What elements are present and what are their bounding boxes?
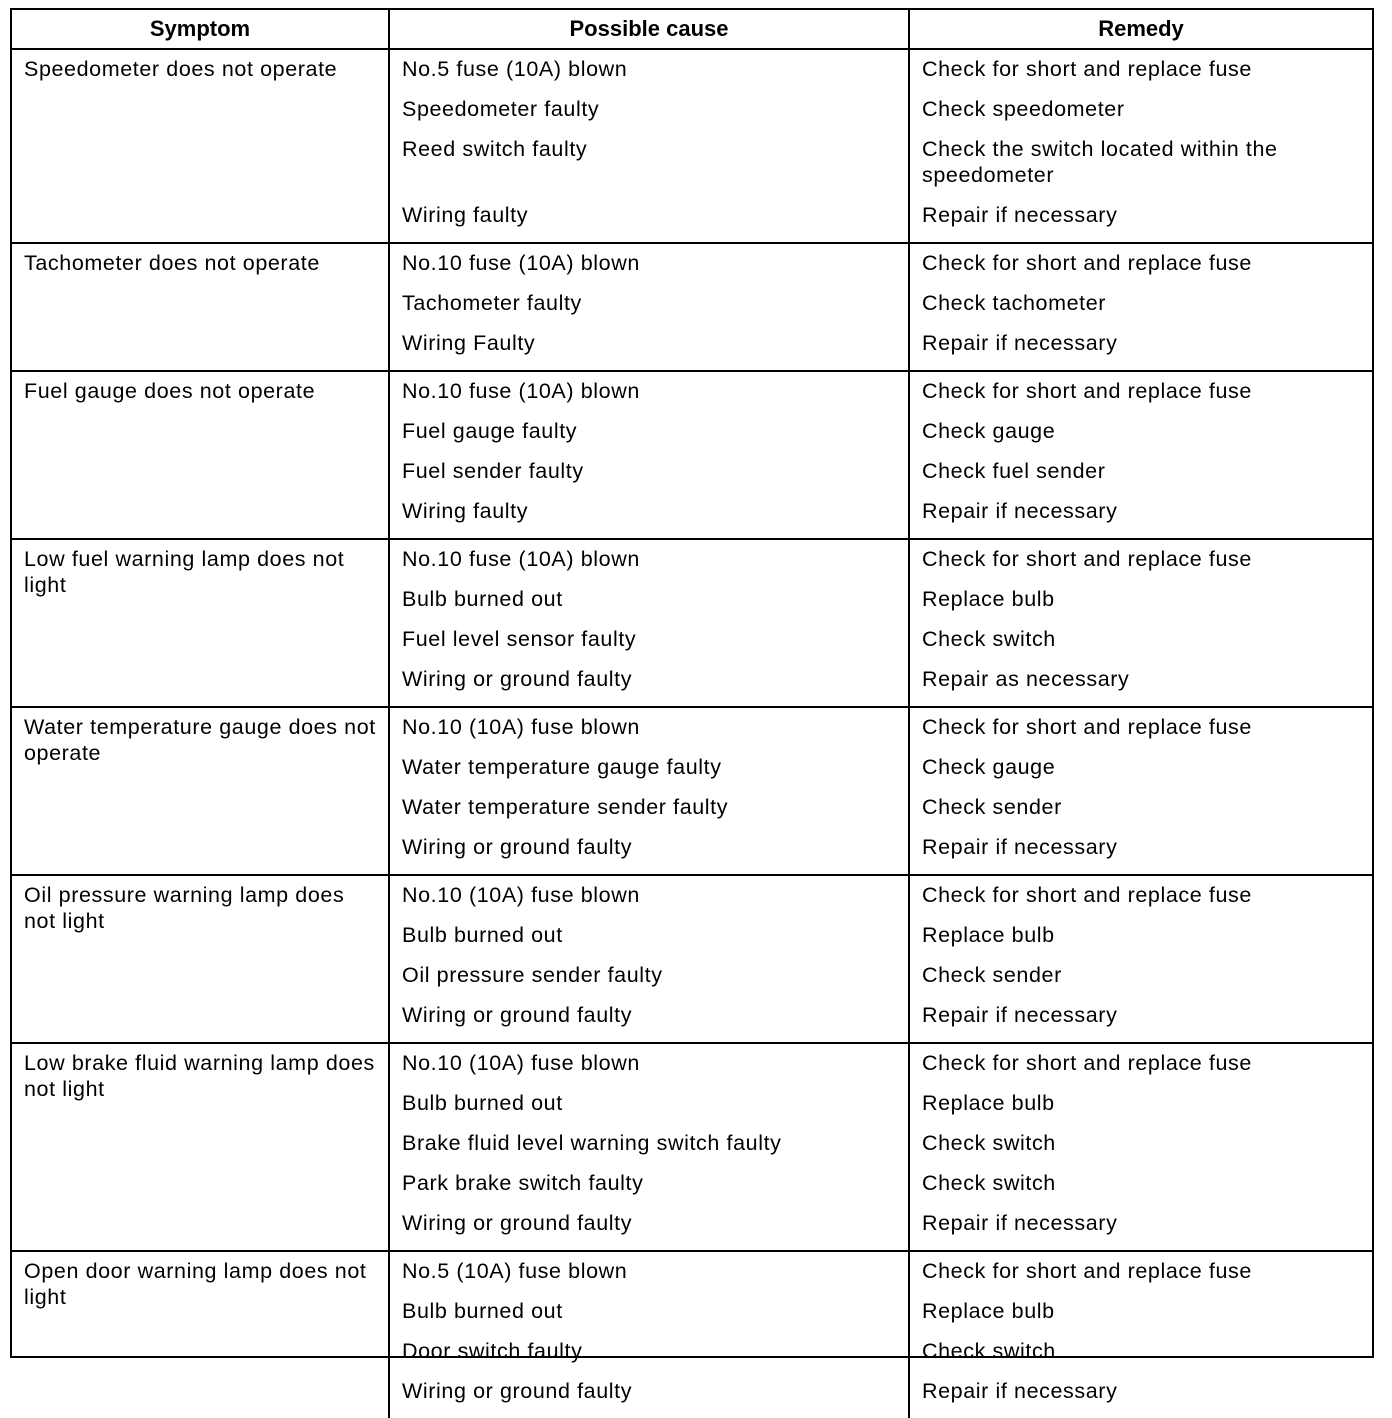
cause-text: Tachometer faulty (402, 291, 582, 315)
table-row (12, 50, 1372, 244)
remedy-text: Check switch (922, 1131, 1056, 1155)
cause-cell (388, 876, 908, 1042)
cause-text: Wiring faulty (402, 499, 529, 523)
remedy-cell (908, 540, 1372, 706)
remedy-text: Check for short and replace fuse (922, 379, 1252, 403)
table-row (12, 1252, 1372, 1418)
cause-cell (388, 372, 908, 538)
cause-text: No.10 (10A) fuse blown (402, 715, 640, 739)
cause-text: No.10 fuse (10A) blown (402, 547, 640, 571)
remedy-text: Check sender (922, 795, 1062, 819)
remedy-text: Check for short and replace fuse (922, 547, 1252, 571)
cause-cell (388, 708, 908, 874)
table-row (12, 372, 1372, 540)
remedy-text: Check switch (922, 627, 1056, 651)
remedy-text: Replace bulb (922, 923, 1055, 947)
cause-cell (388, 540, 908, 706)
cause-text: Wiring or ground faulty (402, 1003, 633, 1027)
remedy-cell (908, 1252, 1372, 1418)
cause-cell (388, 1044, 908, 1250)
cause-text: No.10 (10A) fuse blown (402, 883, 640, 907)
remedy-text: Check for short and replace fuse (922, 1051, 1252, 1075)
symptom-cell: Water temperature gauge does not operate (24, 715, 376, 765)
symptom-cell: Oil pressure warning lamp does not light (24, 883, 345, 933)
cause-text: Wiring or ground faulty (402, 835, 633, 859)
cause-text: Bulb burned out (402, 1091, 563, 1115)
cause-text: No.5 (10A) fuse blown (402, 1259, 628, 1283)
cause-text: Fuel sender faulty (402, 459, 584, 483)
cause-text: No.5 fuse (10A) blown (402, 57, 628, 81)
remedy-text: Check the switch located within the speedometer (922, 137, 1278, 187)
remedy-text: Repair if necessary (922, 499, 1118, 523)
remedy-text: Check for short and replace fuse (922, 715, 1252, 739)
cause-text: Bulb burned out (402, 923, 563, 947)
table-row (12, 876, 1372, 1044)
remedy-text: Repair if necessary (922, 203, 1118, 227)
symptom-cell: Low fuel warning lamp does not light (24, 547, 345, 597)
remedy-text: Check fuel sender (922, 459, 1106, 483)
cause-text: Fuel gauge faulty (402, 419, 578, 443)
remedy-text: Check sender (922, 963, 1062, 987)
cause-text: Bulb burned out (402, 587, 563, 611)
remedy-text: Repair if necessary (922, 1003, 1118, 1027)
remedy-text: Check gauge (922, 755, 1056, 779)
remedy-text: Replace bulb (922, 587, 1055, 611)
header-symptom: Symptom (149, 16, 251, 41)
remedy-text: Check switch (922, 1171, 1056, 1195)
remedy-cell (908, 50, 1372, 242)
cause-text: Park brake switch faulty (402, 1171, 644, 1195)
remedy-text: Check gauge (922, 419, 1056, 443)
remedy-text: Repair if necessary (922, 1379, 1118, 1403)
symptom-cell: Open door warning lamp does not light (24, 1259, 367, 1309)
remedy-text: Replace bulb (922, 1299, 1055, 1323)
table-row (12, 244, 1372, 372)
symptom-cell: Fuel gauge does not operate (24, 379, 316, 403)
cause-text: Wiring or ground faulty (402, 1379, 633, 1403)
cause-cell (388, 244, 908, 370)
symptom-cell: Speedometer does not operate (24, 57, 338, 81)
table-body (12, 50, 1372, 1418)
remedy-text: Check tachometer (922, 291, 1107, 315)
remedy-text: Repair if necessary (922, 835, 1118, 859)
remedy-text: Repair as necessary (922, 667, 1130, 691)
cause-text: No.10 fuse (10A) blown (402, 379, 640, 403)
cause-text: No.10 fuse (10A) blown (402, 251, 640, 275)
remedy-cell (908, 1044, 1372, 1250)
remedy-text: Check for short and replace fuse (922, 883, 1252, 907)
cause-text: Water temperature sender faulty (402, 795, 729, 819)
cause-text: Wiring or ground faulty (402, 1211, 633, 1235)
remedy-text: Check for short and replace fuse (922, 1259, 1252, 1283)
header-remedy: Remedy (908, 10, 1372, 48)
cause-text: Wiring Faulty (402, 331, 536, 355)
cause-text: Wiring or ground faulty (402, 667, 633, 691)
remedy-cell (908, 372, 1372, 538)
header-possible-cause: Possible cause (388, 10, 908, 48)
cause-text: Bulb burned out (402, 1299, 563, 1323)
remedy-cell (908, 708, 1372, 874)
cause-text: Fuel level sensor faulty (402, 627, 637, 651)
table-row (12, 540, 1372, 708)
cause-text: Door switch faulty (402, 1339, 583, 1363)
remedy-text: Repair if necessary (922, 331, 1118, 355)
cause-text: Speedometer faulty (402, 97, 600, 121)
cause-cell (388, 1252, 908, 1418)
cause-text: Wiring faulty (402, 203, 529, 227)
remedy-text: Check switch (922, 1339, 1056, 1363)
remedy-text: Check for short and replace fuse (922, 251, 1252, 275)
remedy-text: Repair if necessary (922, 1211, 1118, 1235)
remedy-cell (908, 876, 1372, 1042)
cause-text: Brake fluid level warning switch faulty (402, 1131, 782, 1155)
table-row (12, 708, 1372, 876)
remedy-text: Replace bulb (922, 1091, 1055, 1115)
cause-text: Water temperature gauge faulty (402, 755, 722, 779)
cause-text: No.10 (10A) fuse blown (402, 1051, 640, 1075)
remedy-text: Check speedometer (922, 97, 1125, 121)
table-header (12, 10, 1372, 50)
remedy-text: Check for short and replace fuse (922, 57, 1252, 81)
troubleshooting-table (10, 8, 1374, 1403)
cause-text: Oil pressure sender faulty (402, 963, 663, 987)
cause-text: Reed switch faulty (402, 137, 588, 161)
table-row (12, 1044, 1372, 1252)
remedy-cell (908, 244, 1372, 370)
symptom-cell: Tachometer does not operate (24, 251, 320, 275)
symptom-cell: Low brake fluid warning lamp does not light (24, 1051, 375, 1101)
cause-cell (388, 50, 908, 242)
